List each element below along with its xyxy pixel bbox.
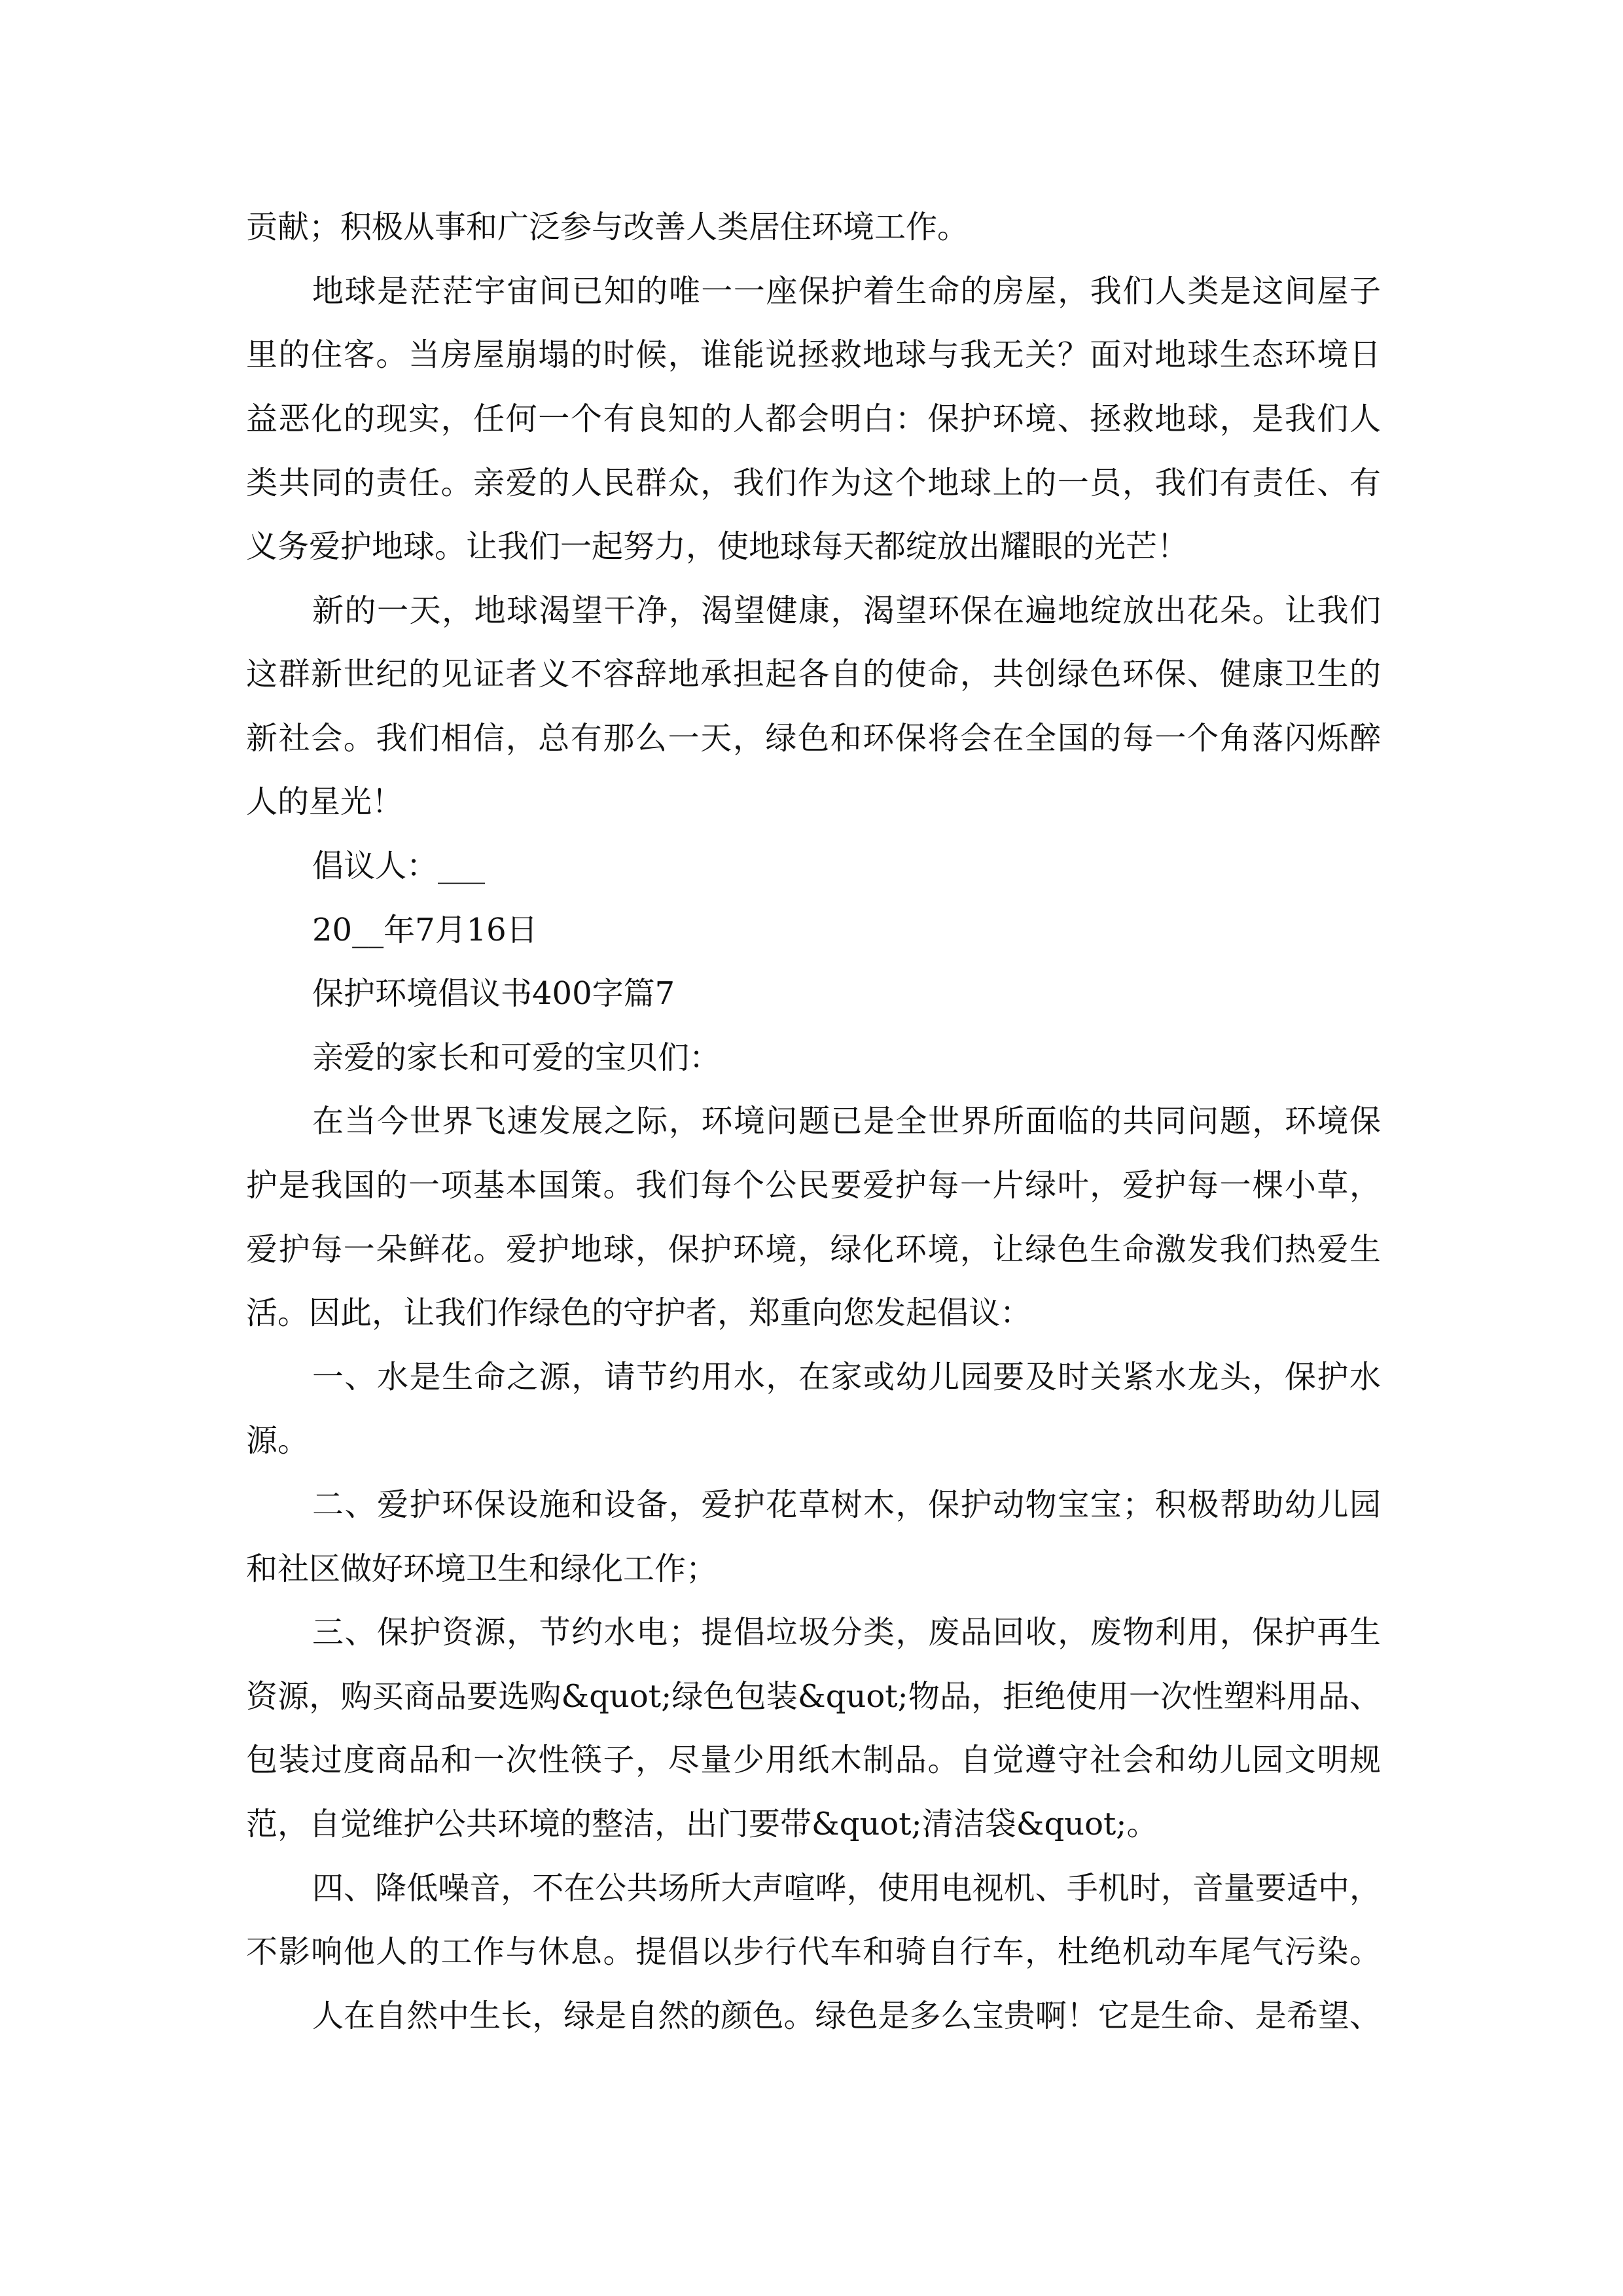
text-line: 里的住客。当房屋崩塌的时候，谁能说拯救地球与我无关？面对地球生态环境日 xyxy=(246,336,1381,373)
date-line: 20__年7月16日 xyxy=(312,912,538,948)
text-line: 义务爱护地球。让我们一起努力，使地球每天都绽放出耀眼的光芒！ xyxy=(246,528,1189,565)
paragraph-first-line: 新的一天，地球渴望干净，渴望健康，渴望环保在遍地绽放出花朵。让我们 xyxy=(312,592,1381,629)
signer-line: 倡议人：___ xyxy=(312,848,486,884)
list-item-4: 四、降低噪音，不在公共场所大声喧哗，使用电视机、手机时，音量要适中， xyxy=(312,1870,1381,1907)
text-line: 包装过度商品和一次性筷子，尽量少用纸木制品。自觉遵守社会和幼儿园文明规 xyxy=(246,1742,1381,1778)
text-line: 护是我国的一项基本国策。我们每个公民要爱护每一片绿叶，爱护每一棵小草， xyxy=(246,1167,1381,1204)
text-line: 不影响他人的工作与休息。提倡以步行代车和骑自行车，杜绝机动车尾气污染。 xyxy=(246,1933,1381,1970)
list-item-3: 三、保护资源，节约水电；提倡垃圾分类，废品回收，废物利用，保护再生 xyxy=(312,1614,1381,1651)
text-line: 范，自觉维护公共环境的整洁，出门要带&quot;清洁袋&quot;。 xyxy=(246,1806,1158,1842)
text-line: 贡献；积极从事和广泛参与改善人类居住环境工作。 xyxy=(246,209,969,245)
text-line: 资源，购买商品要选购&quot;绿色包装&quot;物品，拒绝使用一次性塑料用品、 xyxy=(246,1678,1381,1715)
text-line: 新社会。我们相信，总有那么一天，绿色和环保将会在全国的每一个角落闪烁醉 xyxy=(246,720,1381,757)
section-title: 保护环境倡议书400字篇7 xyxy=(312,975,675,1012)
text-line: 爱护每一朵鲜花。爱护地球，保护环境，绿化环境，让绿色生命激发我们热爱生 xyxy=(246,1231,1381,1268)
text-line: 源。 xyxy=(246,1422,310,1459)
text-line: 益恶化的现实，任何一个有良知的人都会明白：保护环境、拯救地球，是我们人 xyxy=(246,401,1381,437)
text-line: 这群新世纪的见证者义不容辞地承担起各自的使命，共创绿色环保、健康卫生的 xyxy=(246,656,1381,692)
paragraph-first-line: 人在自然中生长，绿是自然的颜色。绿色是多么宝贵啊！它是生命、是希望、 xyxy=(312,1998,1381,2034)
text-line: 类共同的责任。亲爱的人民群众，我们作为这个地球上的一员，我们有责任、有 xyxy=(246,465,1381,501)
salutation: 亲爱的家长和可爱的宝贝们： xyxy=(312,1039,721,1076)
list-item-1: 一、水是生命之源，请节约用水，在家或幼儿园要及时关紧水龙头，保护水 xyxy=(312,1359,1381,1395)
text-line: 人的星光！ xyxy=(246,783,404,820)
text-line: 和社区做好环境卫生和绿化工作； xyxy=(246,1551,718,1587)
paragraph-first-line: 在当今世界飞速发展之际，环境问题已是全世界所面临的共同问题，环境保 xyxy=(312,1103,1381,1139)
paragraph-first-line: 地球是茫茫宇宙间已知的唯一一座保护着生命的房屋，我们人类是这间屋子 xyxy=(312,273,1381,310)
list-item-2: 二、爱护环保设施和设备，爱护花草树木，保护动物宝宝；积极帮助幼儿园 xyxy=(312,1486,1381,1523)
text-line: 活。因此，让我们作绿色的守护者，郑重向您发起倡议： xyxy=(246,1295,1032,1331)
